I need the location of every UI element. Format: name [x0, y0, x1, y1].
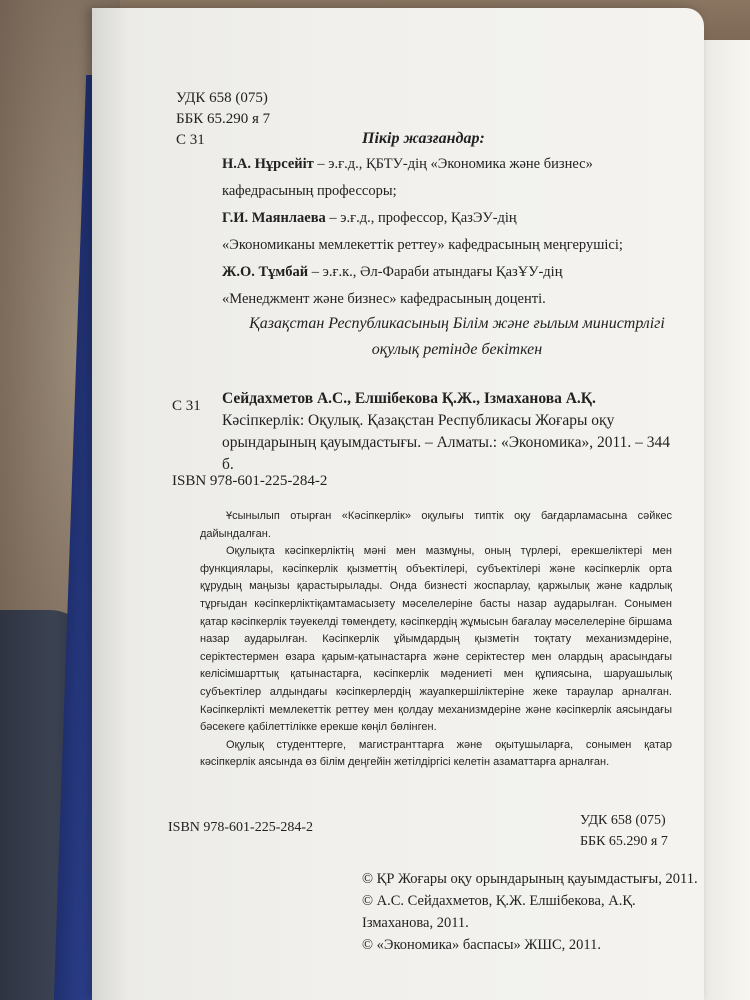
udk-code: УДК 658 (075) — [176, 90, 268, 106]
reviewer-line: Г.И. Маянлаева – э.ғ.д., профессор, ҚазЭУ-дің — [222, 210, 517, 226]
author-mark: С 31 — [176, 132, 205, 148]
bibliographic-record — [222, 388, 677, 476]
reviewer-line: Н.А. Нұрсейіт – э.ғ.д., ҚБТУ-дің «Экономика және бизнес» — [222, 156, 593, 172]
bibliographic-description: Кәсіпкерлік: Оқулық. Қазақстан Республикасы Жоғары оқу орындарының қауымдастығы. – Алматы.: «Экономика», 2011. – 344 б. — [222, 412, 671, 473]
udk-code: УДК 658 (075) — [580, 813, 666, 828]
reviewer-line: «Экономиканы мемлекеттік реттеу» кафедрасының меңгерушісі; — [222, 237, 623, 253]
abstract-paragraph: Оқулық студенттерге, магистранттарға және оқытушыларға, сонымен қатар кәсіпкерлік аясында өз білім деңгейін жетілдіргісі келетін азаматтарға арналған. — [200, 738, 672, 769]
abstract — [200, 508, 672, 772]
classification-codes-bottom — [580, 810, 668, 852]
ministry-approval: Қазақстан Республикасының Білім және ғылым министрлігі оқулық ретінде бекіткен — [249, 315, 665, 358]
reviewer-line: «Менеджмент және бизнес» кафедрасының доценті. — [222, 291, 546, 307]
bbk-code: ББК 65.290 я 7 — [176, 111, 271, 127]
classification-codes-top — [176, 88, 270, 151]
abstract-paragraph: Ұсынылып отырған «Кәсіпкерлік» оқулығы типтік оқу бағдарламасына сәйкес дайындалған. — [200, 510, 672, 540]
isbn-bottom: ISBN 978-601-225-284-2 — [168, 820, 314, 835]
reviewers-heading: Пікір жазғандар: — [362, 130, 485, 147]
copyright-line: © ҚР Жоғары оқу орындарының қауымдастығы, 2011. — [362, 871, 698, 887]
reviewer-line: Ж.О. Тұмбай – э.ғ.к., Әл-Фараби атындағы ҚазҰУ-дің — [222, 264, 563, 280]
bbk-code: ББК 65.290 я 7 — [580, 834, 668, 849]
reviewer-line: кафедрасының профессоры; — [222, 183, 397, 199]
book-page — [92, 8, 704, 1000]
copyright-line: © А.С. Сейдахметов, Қ.Ж. Елшібекова, А.Қ. Ізмаханова, 2011. — [362, 893, 636, 931]
copyright-line: © «Экономика» баспасы» ЖШС, 2011. — [362, 937, 601, 953]
abstract-paragraph: Оқулықта кәсіпкерліктің мәні мен мазмұны, оның түрлері, ерекшеліктері мен функциялары, кәсіпкерлік қызметтің объектілері, субъектілері және кәсіпкерлік орта құрудың маңызы қарастырылады. Онда бизнесті жоспарлау, қаржылық және кадрлық тұрғыдан кәсіпкерліктіқамтамасызету мәселелеріне басты назар аударылған. Сонымен қатар кәсіпкерлік тәуекелді төмендету, кәсіпкердің жұмысын бағалау мәселелеріне біршама назар аударылған. Кәсіпкерлік ұйымдардың қызметін тоқтату механизмдеріне, серіктестермен өзара қарым-қатынастарға және серіктестер мен олардың арасындағы келісімшарттық қатынастарға, кәсіпкерлік мәдениеті мен құпиясына, шаруашылық субъектілер алдындағы кәсіпкерлердің жауапкершіліктеріне жеке тараулар арналған. Кәсіпкерлікті мемлекеттік реттеу мен қолдау механизмдеріне және кәсіпкерлік аясындағы бәсекеге қабілеттілікке ерекше көңіл бөлінген. — [200, 545, 672, 734]
copyright-block — [362, 868, 702, 956]
isbn-top: ISBN 978-601-225-284-2 — [172, 473, 328, 489]
bibliographic-code: С 31 — [172, 398, 201, 414]
authors: Сейдахметов А.С., Елшібекова Қ.Ж., Ізмаханова А.Қ. — [222, 390, 596, 407]
